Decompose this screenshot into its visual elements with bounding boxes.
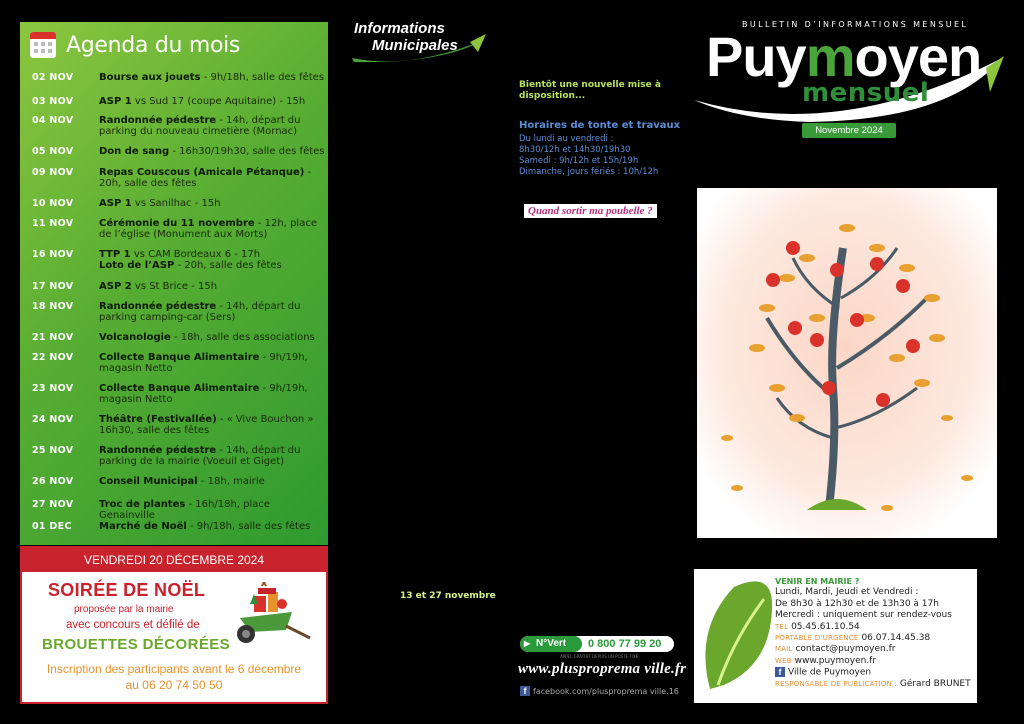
- agenda-event-title: Troc de plantes: [99, 499, 186, 510]
- horaires-title: Horaires de tonte et travaux: [519, 120, 681, 131]
- agenda-event-title: Don de sang: [99, 146, 170, 157]
- agenda-event-title: Randonnée pédestre: [99, 445, 217, 456]
- agenda-event-title: Collecte Banque Alimentaire: [99, 383, 260, 394]
- agenda-date: 10 NOV: [32, 198, 74, 209]
- mail-link[interactable]: contact@puymoyen.fr: [795, 644, 896, 655]
- agenda-date: 21 NOV: [32, 332, 74, 343]
- masthead-name-part3: oyen: [854, 25, 982, 88]
- masthead-name-part2: m: [805, 25, 855, 88]
- agenda-event-title: TTP 1: [99, 249, 131, 260]
- noel-inscription: Inscription des participants avant le 6 décembre: [46, 662, 302, 676]
- mairie-web-row: [775, 656, 975, 667]
- noel-subtitle: proposée par la mairie: [74, 604, 174, 615]
- agenda-event-title: Cérémonie du 11 novembre: [99, 218, 255, 229]
- agenda-event-title: ASP 1: [99, 96, 132, 107]
- tel-label: TÉL: [775, 622, 789, 631]
- noel-box: [20, 546, 328, 704]
- pub-label: RESPONSABLE DE PUBLICATION :: [775, 680, 897, 689]
- agenda-event-title: Conseil Municipal: [99, 476, 198, 487]
- agenda-title: Agenda du mois: [66, 32, 241, 58]
- tel-value[interactable]: 05.45.61.10.54: [791, 621, 860, 632]
- pub-value: Gérard BRUNET: [899, 679, 971, 690]
- agenda-text: [99, 218, 325, 240]
- masthead-subtitle: BULLETIN D’INFORMATIONS MENSUEL: [742, 20, 969, 29]
- horaires-list: [519, 134, 658, 178]
- agenda-event-detail: - 14h, départ du parking du nouveau cimetière (Mornac): [99, 115, 301, 137]
- agenda-text: [99, 249, 325, 271]
- poubelle-label: Quand sortir ma poubelle ?: [524, 204, 657, 218]
- agenda-event-detail: - 16h30/19h30, salle des fêtes: [169, 146, 325, 157]
- agenda-event-detail: - 9h/18h, salle des fêtes: [200, 72, 325, 83]
- masthead: [690, 16, 1010, 146]
- autumn-tree-illustration: [697, 188, 997, 538]
- facebook-page: Ville de Puymoyen: [788, 667, 872, 678]
- noel-title: SOIRÉE DE NOËL: [48, 580, 206, 600]
- agenda-event-detail: vs St Brice - 15h: [131, 281, 218, 292]
- agenda-event-title: Repas Couscous (Amicale Pétanque): [99, 167, 305, 178]
- horaires-line: Du lundi au vendredi :: [519, 134, 614, 144]
- numero-vert-badge: ▶ N°Vert: [520, 636, 582, 652]
- agenda-text: [99, 198, 325, 209]
- agenda-event-title: Marché de Noël: [99, 521, 187, 532]
- agenda-text: [99, 521, 325, 532]
- agenda-text: [99, 96, 325, 107]
- agenda-event-title: Volcanologie: [99, 332, 171, 343]
- mail-label: MAIL: [775, 645, 793, 654]
- notice-text: Bientôt une nouvelle mise à disposition...: [519, 80, 661, 101]
- agenda-event-title: Randonnée pédestre: [99, 301, 217, 312]
- mairie-days: Lundi, Mardi, Jeudi et Vendredi :: [775, 587, 919, 598]
- facebook-icon: f: [775, 667, 785, 677]
- agenda-event-detail: - 14h, départ du parking de la mairie (Voeuil et Giget): [99, 445, 301, 467]
- agenda-date: 27 NOV: [32, 499, 74, 510]
- mairie-info: [775, 576, 975, 691]
- site-url-link[interactable]: www.plusproprema ville.fr: [518, 661, 687, 677]
- agenda-text: [99, 301, 325, 323]
- agenda-event-detail: - 12h, place de l’église (Monument aux Morts): [99, 218, 317, 240]
- agenda-text: [99, 352, 325, 374]
- agenda-event-detail: - 9h/19h, magasin Netto: [99, 352, 308, 374]
- mairie-contact-box: [694, 569, 977, 703]
- agenda-date: 22 NOV: [32, 352, 74, 363]
- agenda-event-detail: - 9h/18h, salle des fêtes: [186, 521, 311, 532]
- agenda-event-title: ASP 1: [99, 198, 132, 209]
- agenda-text: [99, 383, 325, 405]
- agenda-date: 05 NOV: [32, 146, 74, 157]
- agenda-text: [99, 146, 325, 157]
- agenda-event-detail: vs CAM Bordeaux 6 - 17h: [130, 249, 261, 260]
- agenda-event-detail: - « Vive Bouchon » 16h30, salle des fêtes: [99, 414, 314, 436]
- agenda-event-title: ASP 2: [99, 281, 132, 292]
- numero-vert: [520, 636, 674, 652]
- horaires-line: Dimanche, jours fériés : 10h/12h: [519, 167, 659, 177]
- agenda-date: 17 NOV: [32, 281, 74, 292]
- agenda-text: [99, 115, 325, 137]
- agenda-event-detail: - 14h, départ du parking camping-car (Sers): [99, 301, 301, 323]
- facebook-icon: f: [520, 686, 530, 696]
- mairie-hours: De 8h30 à 12h30 et de 13h30 à 17h: [775, 598, 939, 609]
- agenda-text: [99, 332, 325, 343]
- agenda-date: 26 NOV: [32, 476, 74, 487]
- wheelbarrow-icon: [232, 582, 316, 646]
- agenda-text: [99, 476, 325, 487]
- horaires-line: Samedi : 9h/12h et 15h/19h: [519, 156, 639, 166]
- agenda-date: 09 NOV: [32, 167, 74, 178]
- mairie-tel-row: [775, 622, 975, 633]
- facebook-link[interactable]: [520, 686, 679, 696]
- agenda-event-detail: - 16h/18h, place Genainville: [99, 499, 271, 521]
- agenda-event-detail: - 20h, salle des fêtes: [174, 260, 282, 271]
- informations-municipales-logo: [350, 20, 490, 70]
- facebook-url: facebook.com/plusproprema ville.16: [533, 686, 679, 696]
- info-logo-line1: Informations: [354, 20, 445, 37]
- web-link[interactable]: www.puymoyen.fr: [794, 655, 877, 666]
- agenda-event-detail: - 20h, salle des fêtes: [99, 167, 312, 189]
- agenda-event-detail: vs Sud 17 (coupe Aquitaine) - 15h: [131, 96, 306, 107]
- urgence-label: PORTABLE D’URGENCE: [775, 634, 859, 643]
- agenda-text: [99, 445, 325, 467]
- horaires-line: 8h30/12h et 14h30/19h30: [519, 145, 631, 155]
- masthead-name-part1: Puy: [706, 25, 806, 88]
- web-label: WEB: [775, 656, 792, 665]
- agenda-date: 18 NOV: [32, 301, 74, 312]
- agenda-date: 11 NOV: [32, 218, 74, 229]
- mairie-urgence-row: [775, 633, 975, 644]
- agenda-text: [99, 281, 325, 292]
- masthead-month: Novembre 2024: [802, 123, 896, 138]
- agenda-date: 03 NOV: [32, 96, 74, 107]
- agenda-date: 23 NOV: [32, 383, 74, 394]
- autumn-tree-icon: [697, 188, 997, 538]
- agenda-event-detail: - 18h, mairie: [197, 476, 265, 487]
- agenda-date: 04 NOV: [32, 115, 74, 126]
- noel-date-bar: VENDREDI 20 DÉCEMBRE 2024: [22, 548, 326, 572]
- agenda-event-detail: vs Sanilhac - 15h: [131, 198, 221, 209]
- mairie-pub-row: [775, 679, 975, 690]
- agenda-event-title: Bourse aux jouets: [99, 72, 201, 83]
- agenda-date: 01 DEC: [32, 521, 72, 532]
- agenda-event-title: Loto de l’ASP: [99, 260, 175, 271]
- noel-brouettes: BROUETTES DÉCORÉES: [42, 636, 231, 653]
- agenda-header: [30, 28, 240, 62]
- leaf-icon: [694, 569, 780, 703]
- info-logo-line2: Municipales: [372, 37, 458, 54]
- numero-vert-number: 0 800 77 99 20: [588, 638, 662, 650]
- agenda-panel: [20, 22, 328, 545]
- agenda-event-detail: - 18h, salle des associations: [170, 332, 315, 343]
- agenda-event-detail: - 9h/19h, magasin Netto: [99, 383, 308, 405]
- mairie-wednesday: Mercredi : uniquement sur rendez-vous: [775, 610, 952, 621]
- agenda-date: 25 NOV: [32, 445, 74, 456]
- agenda-event-title: Théâtre (Festivallée): [99, 414, 217, 425]
- agenda-text: [99, 414, 325, 436]
- noel-contest: avec concours et défilé de: [66, 619, 200, 631]
- agenda-date: 16 NOV: [32, 249, 74, 260]
- agenda-text: [99, 72, 325, 83]
- masthead-mensuel: mensuel: [802, 78, 930, 108]
- agenda-event-title: Collecte Banque Alimentaire: [99, 352, 260, 363]
- mairie-mail-row: [775, 644, 975, 655]
- mairie-title: VENIR EN MAIRIE ?: [775, 577, 860, 586]
- agenda-event-title: Randonnée pédestre: [99, 115, 217, 126]
- calendar-icon: [30, 32, 56, 58]
- agenda-date: 02 NOV: [32, 72, 74, 83]
- numero-vert-note: APPEL GRATUIT DEPUIS UN POSTE FIXE: [560, 654, 639, 659]
- urgence-value[interactable]: 06.07.14.45.38: [861, 633, 931, 644]
- agenda-text: [99, 167, 325, 189]
- mairie-facebook-row[interactable]: [775, 667, 975, 679]
- noel-phone: au 06 20 74 50 50: [125, 678, 223, 692]
- agenda-text: [99, 499, 325, 521]
- collecte-dates: 13 et 27 novembre: [400, 591, 496, 601]
- agenda-date: 24 NOV: [32, 414, 74, 425]
